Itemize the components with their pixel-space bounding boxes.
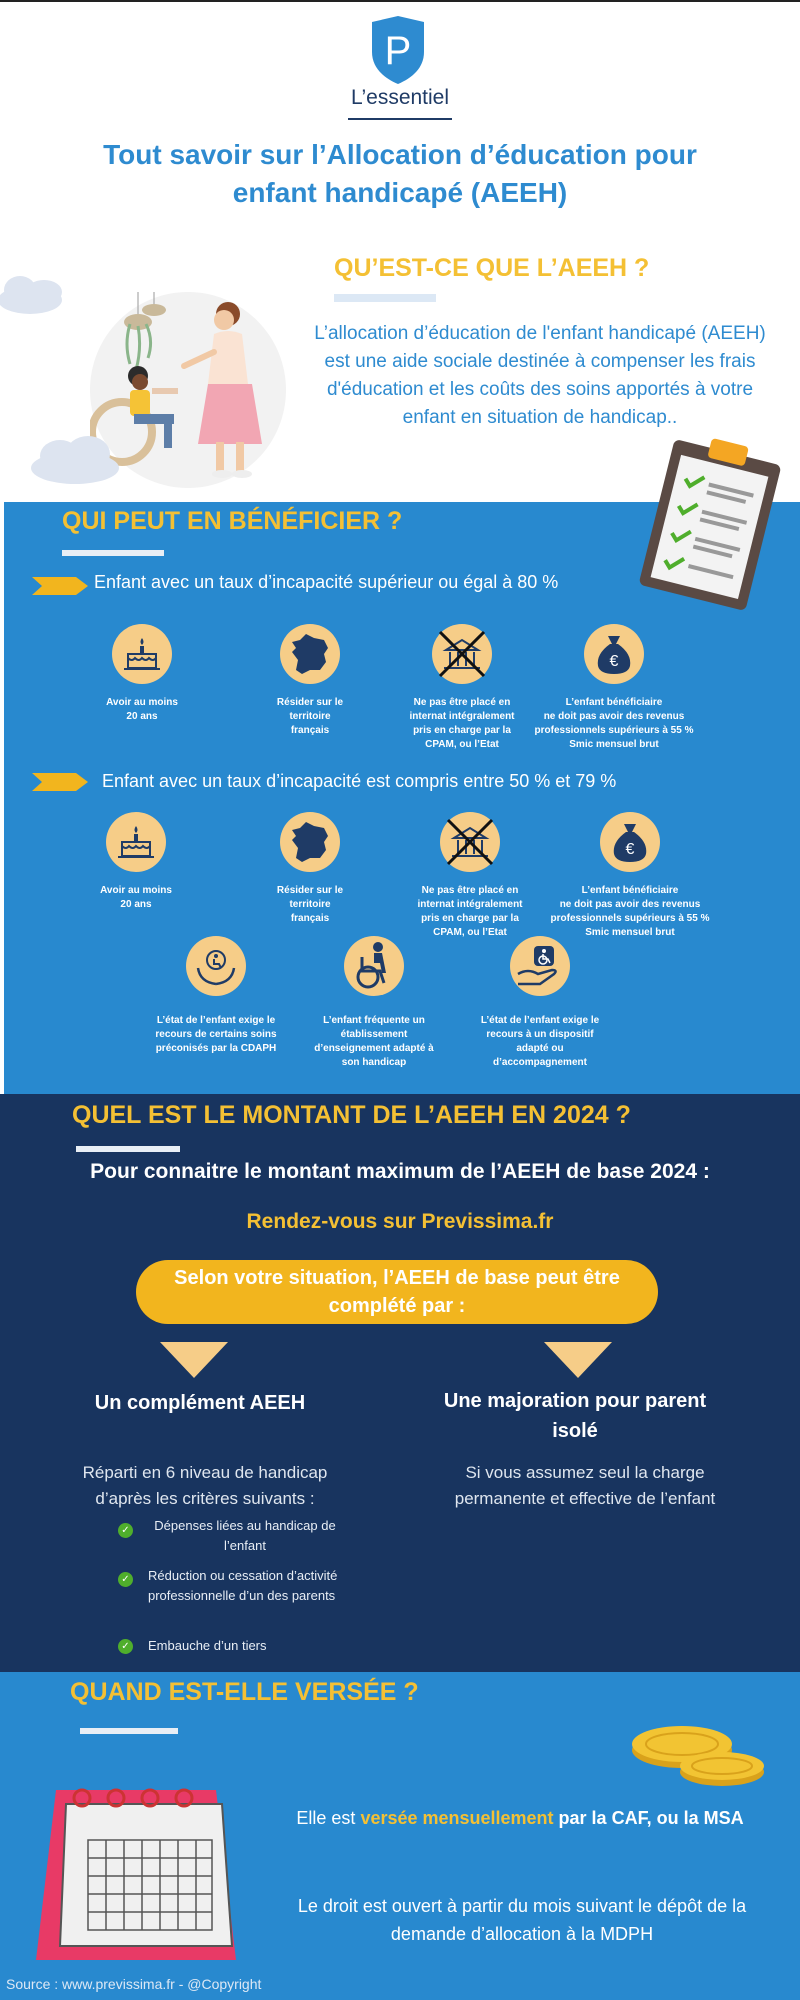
top-rule: [0, 0, 800, 2]
gold-coins-icon: [628, 1720, 766, 1790]
criteria-circle: [186, 936, 246, 996]
criteria-circle: [280, 812, 340, 872]
what-is-text: L’allocation d’éducation de l'enfant handicapé (AEEH) est une aide sociale destinée à compenser les frais d'éducation et les coûts des soins apportés à votre enfant en situation de handicap..: [314, 323, 766, 428]
check-icon: ✓: [118, 1639, 133, 1654]
wheelchair-person-icon: [352, 941, 396, 991]
payment-text-pre: Elle est: [296, 1808, 361, 1828]
criteria-circle: [584, 624, 644, 684]
no-building-icon: [444, 816, 496, 868]
no-building-icon: [436, 628, 488, 680]
eligibility-title: QUI PEUT EN BÉNÉFICIER ?: [62, 507, 403, 535]
essentiel-underline: [348, 118, 452, 120]
majoration-text: Si vous assumez seul la charge permanente et effective de l’enfant: [454, 1463, 716, 1508]
payment-text-post: par la CAF, ou la MSA: [553, 1808, 744, 1828]
eligibility-underline: [62, 550, 164, 556]
previssima-logo: [368, 16, 428, 84]
cake-icon: [122, 634, 162, 674]
complement-title: Un complément AEEH: [94, 1392, 306, 1414]
calendar-icon: [26, 1770, 246, 1970]
money-bag-icon: [594, 632, 634, 676]
criteria-text: L’état de l’enfant exige le recours à un dispositif adapté ou d’accompagnement: [480, 1015, 600, 1068]
what-is-underline: [334, 294, 436, 302]
criteria-circle: [510, 936, 570, 996]
criteria-text: Avoir au moins 20 ans: [100, 885, 172, 910]
criteria-text: L’enfant bénéficiaire ne doit pas avoir des revenus professionnels supérieurs à 55 % Smic mensuel brut: [534, 697, 694, 750]
source-footer: Source : www.previssima.fr - @Copyright: [6, 1976, 262, 1992]
cloud-icon: [0, 270, 70, 316]
cake-icon: [116, 822, 156, 862]
payment-title: QUAND EST-ELLE VERSÉE ?: [70, 1678, 419, 1706]
criteria-text: L’état de l’enfant exige le recours de certains soins préconisés par la CDAPH: [155, 1015, 277, 1054]
criteria-circle: [600, 812, 660, 872]
majoration-title: Une majoration pour parent isolé: [443, 1390, 707, 1442]
svg-text:P: P: [384, 29, 412, 73]
what-is-title: QU’EST-CE QUE L’AEEH ?: [334, 254, 650, 282]
previssima-link[interactable]: Rendez-vous sur Previssima.fr: [246, 1210, 554, 1233]
svg-text:€: €: [609, 653, 619, 670]
payment-underline: [80, 1728, 178, 1734]
amount-subtitle: Pour connaitre le montant maximum de l’AEEH de base 2024 :: [90, 1160, 710, 1183]
criteria-circle: [112, 624, 172, 684]
criteria-text: Résider sur le territoire français: [276, 697, 344, 736]
cloud-icon: [30, 430, 120, 485]
money-bag-icon: [610, 820, 650, 864]
condition-50-79-text: Enfant avec un taux d’incapacité est compris entre 50 % et 79 %: [102, 771, 617, 791]
criteria-text: Avoir au moins 20 ans: [106, 697, 178, 722]
amount-underline: [76, 1146, 180, 1152]
down-arrow-icon: [544, 1342, 612, 1378]
payment-text-highlight: versée mensuellement: [360, 1808, 554, 1828]
criteria-item: Embauche d’un tiers: [148, 1638, 267, 1653]
criteria-text: Ne pas être placé en internat intégralement pris en charge par la CPAM, ou l’Etat: [409, 697, 515, 750]
france-map-icon: [288, 820, 332, 864]
essentiel-label: L’essentiel: [350, 86, 450, 109]
check-icon: ✓: [118, 1572, 133, 1587]
complement-text: Réparti en 6 niveau de handicap d’après les critères suivants :: [82, 1463, 328, 1508]
completion-pill: Selon votre situation, l’AEEH de base peut être complété par :: [136, 1260, 658, 1324]
payment-start-text: Le droit est ouvert à partir du mois suivant le dépôt de la demande d’allocation à la MDPH: [297, 1896, 747, 1944]
criteria-circle: [432, 624, 492, 684]
page-title: Tout savoir sur l’Allocation d’éducation pour enfant handicapé (AEEH): [103, 139, 697, 208]
amount-title: QUEL EST LE MONTANT DE L’AEEH EN 2024 ?: [72, 1101, 631, 1129]
criteria-circle: [106, 812, 166, 872]
criteria-text: L’enfant fréquente un établissement d’enseignement adapté à son handicap: [314, 1015, 434, 1068]
arrow-bullet-icon: [32, 771, 90, 793]
criteria-circle: [440, 812, 500, 872]
criteria-text: L’enfant bénéficiaire ne doit pas avoir des revenus professionnels supérieurs à 55 % Smic mensuel brut: [550, 885, 710, 938]
payment-frequency-text: [260, 1808, 780, 1829]
check-icon: ✓: [118, 1523, 133, 1538]
criteria-text: Ne pas être placé en internat intégralement pris en charge par la CPAM, ou l’Etat: [417, 885, 523, 938]
arrow-bullet-icon: [32, 575, 90, 597]
care-hands-icon: [194, 944, 238, 988]
condition-80-text: Enfant avec un taux d’incapacité supérieur ou égal à 80 %: [94, 572, 559, 592]
criteria-circle: [280, 624, 340, 684]
criteria-item: Dépenses liées au handicap de l’enfant: [154, 1518, 336, 1553]
criteria-item: Réduction ou cessation d’activité professionnelle d’un des parents: [148, 1568, 338, 1603]
france-map-icon: [288, 632, 332, 676]
criteria-text: Résider sur le territoire français: [276, 885, 344, 924]
criteria-circle: [344, 936, 404, 996]
svg-text:€: €: [625, 841, 635, 858]
down-arrow-icon: [160, 1342, 228, 1378]
accessibility-hand-icon: [516, 944, 564, 988]
